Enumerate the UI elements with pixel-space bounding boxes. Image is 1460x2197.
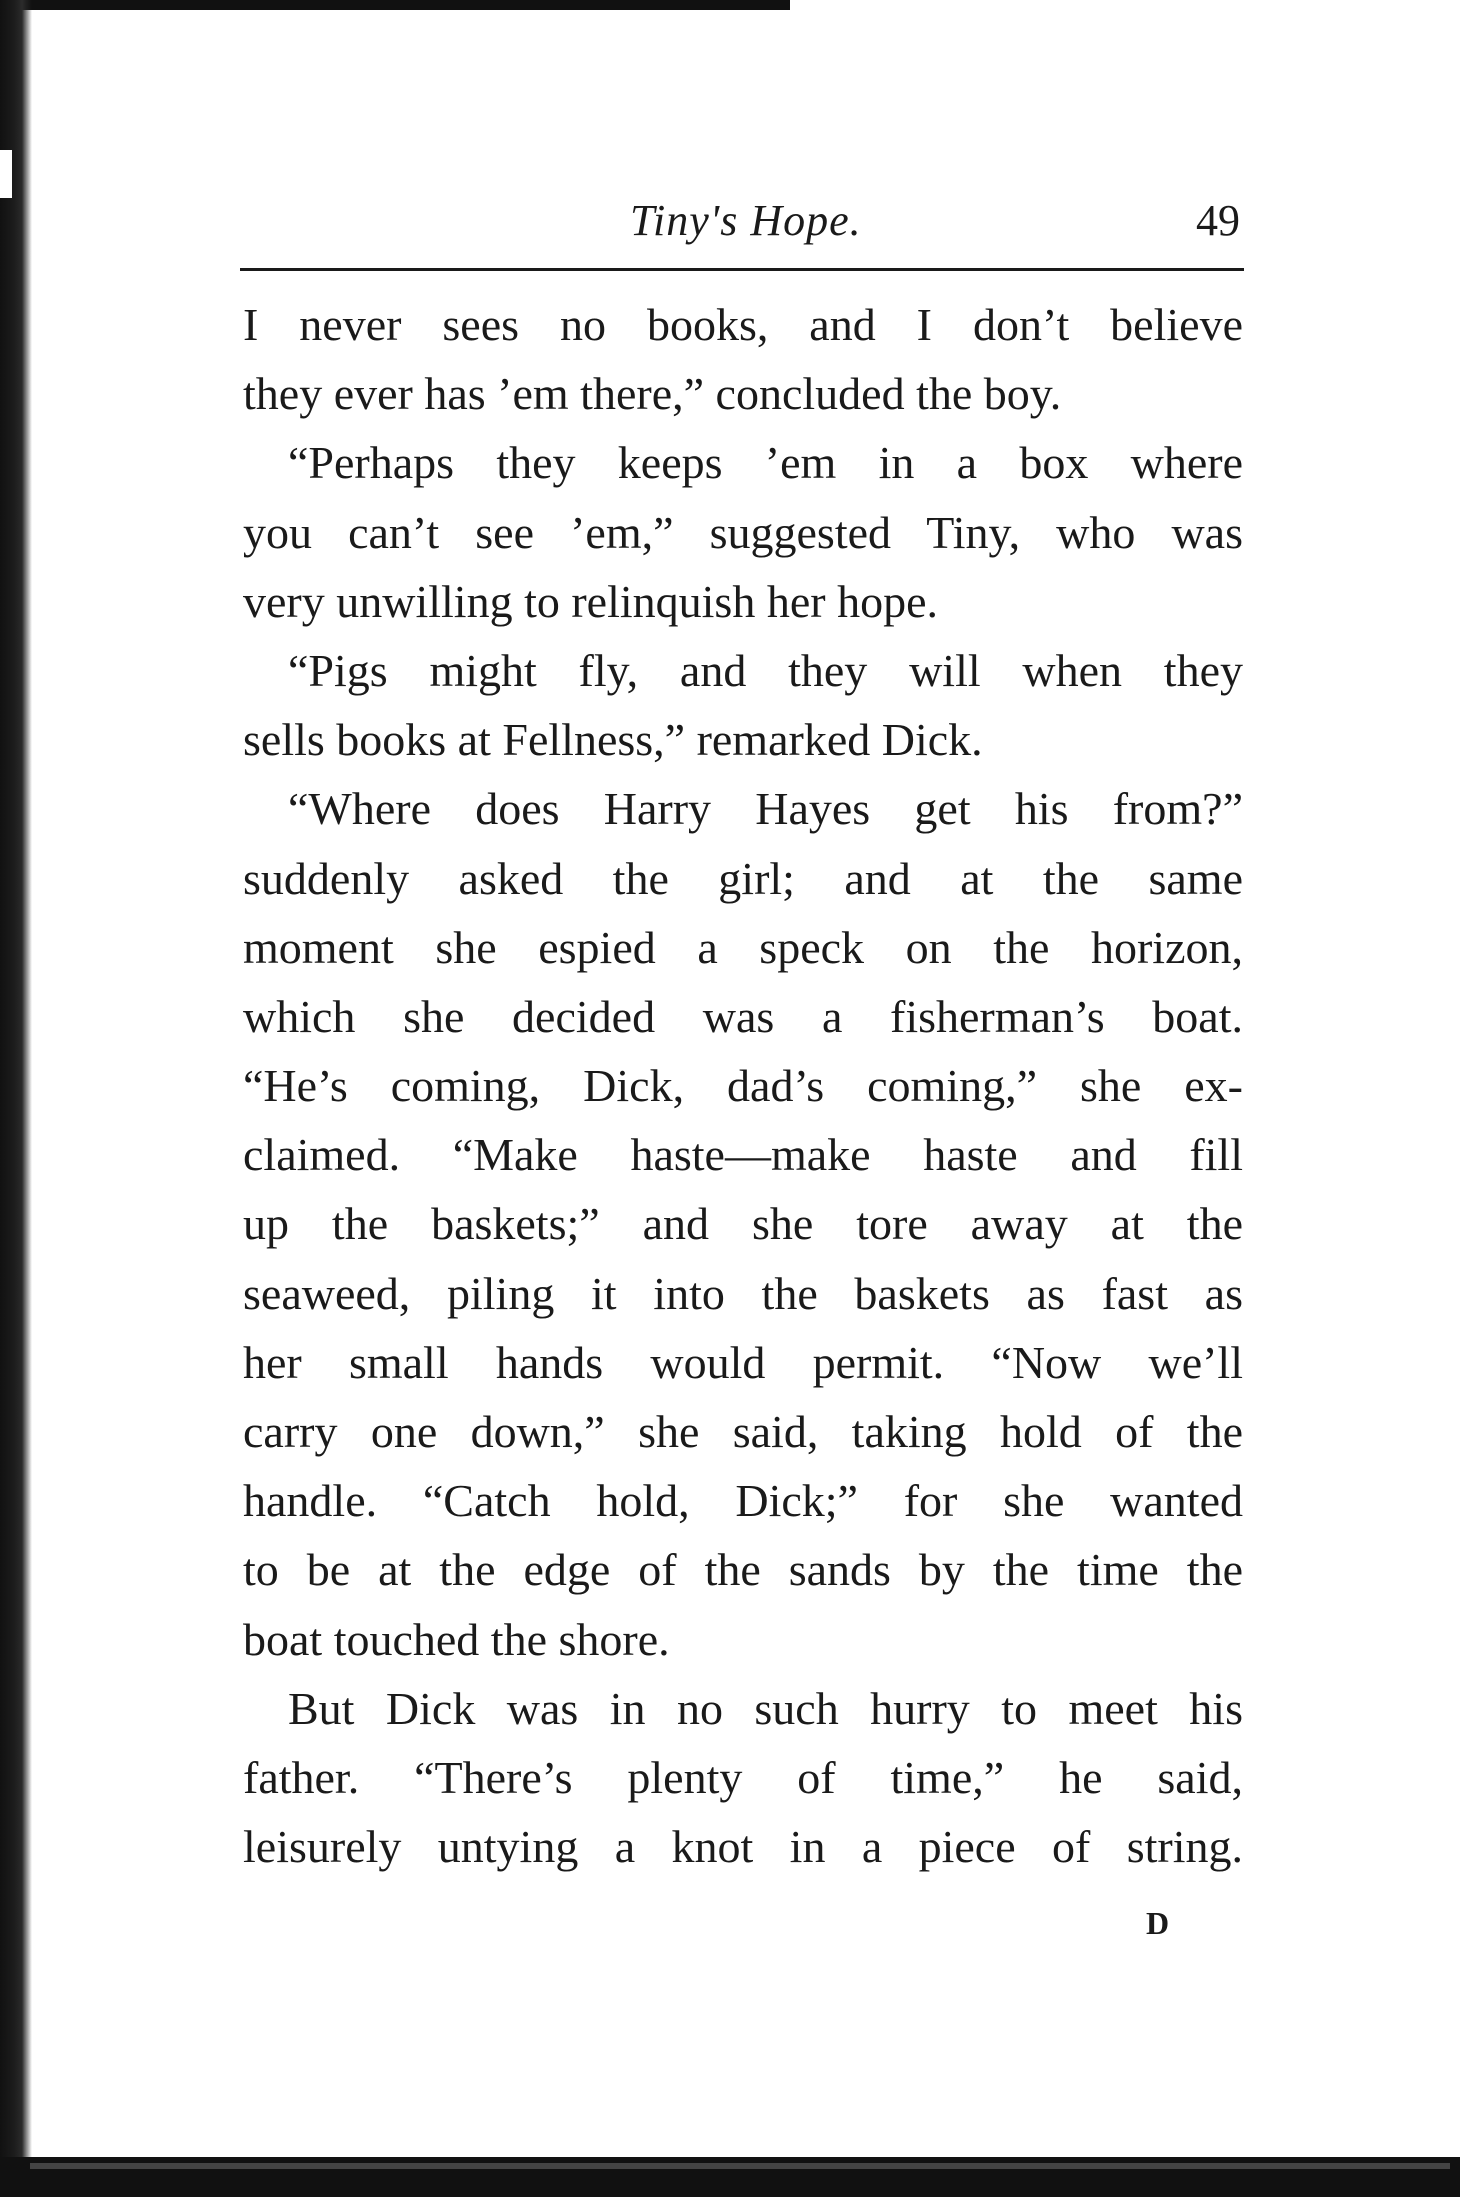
signature-mark: D <box>1146 1905 1170 1941</box>
running-title: Tiny's Hope. <box>630 196 862 245</box>
text-line: you can’t see ’em,” suggested Tiny, who was <box>243 506 1243 558</box>
text-line: father. “There’s plenty of time,” he said, <box>243 1751 1243 1803</box>
text-line: “Perhaps they keeps ’em in a box where <box>288 437 1243 489</box>
text-line: leisurely untying a knot in a piece of string. <box>243 1821 1243 1873</box>
text-line: “Where does Harry Hayes get his from?” <box>288 783 1243 835</box>
text-line: her small hands would permit. “Now we’ll <box>243 1336 1243 1388</box>
text-line: very unwilling to relinquish her hope. <box>243 575 938 627</box>
text-line: boat touched the shore. <box>243 1613 670 1665</box>
text-line: suddenly asked the girl; and at the same <box>243 852 1243 904</box>
text-line: carry one down,” she said, taking hold of the <box>243 1406 1243 1457</box>
text-line: But Dick was in no such hurry to meet his <box>288 1682 1243 1734</box>
text-line: “Pigs might fly, and they will when they <box>288 644 1243 696</box>
scan-edge-top <box>0 0 790 10</box>
header-rule <box>240 268 1244 271</box>
scan-edge-left <box>0 0 32 2197</box>
scan-edge-bottom-strip <box>30 2163 1450 2169</box>
text-line: I never sees no books, and I don’t believe <box>243 299 1243 350</box>
running-head <box>240 195 1240 255</box>
text-line: up the baskets;” and she tore away at the <box>243 1198 1243 1250</box>
body-text <box>243 290 1243 1881</box>
text-line: claimed. “Make haste—make haste and fill <box>243 1129 1243 1181</box>
text-line: “He’s coming, Dick, dad’s coming,” she ex- <box>243 1060 1243 1112</box>
scan-edge-notch <box>0 150 12 198</box>
text-line: moment she espied a speck on the horizon, <box>243 921 1243 973</box>
text-line: seaweed, piling it into the baskets as fast as <box>243 1267 1243 1319</box>
page-number: 49 <box>1196 196 1240 245</box>
text-line: handle. “Catch hold, Dick;” for she wanted <box>243 1475 1243 1527</box>
text-line: which she decided was a fisherman’s boat. <box>243 990 1243 1042</box>
text-line: sells books at Fellness,” remarked Dick. <box>243 714 983 766</box>
text-line: to be at the edge of the sands by the time the <box>243 1544 1243 1596</box>
text-line: they ever has ’em there,” concluded the boy. <box>243 368 1062 420</box>
